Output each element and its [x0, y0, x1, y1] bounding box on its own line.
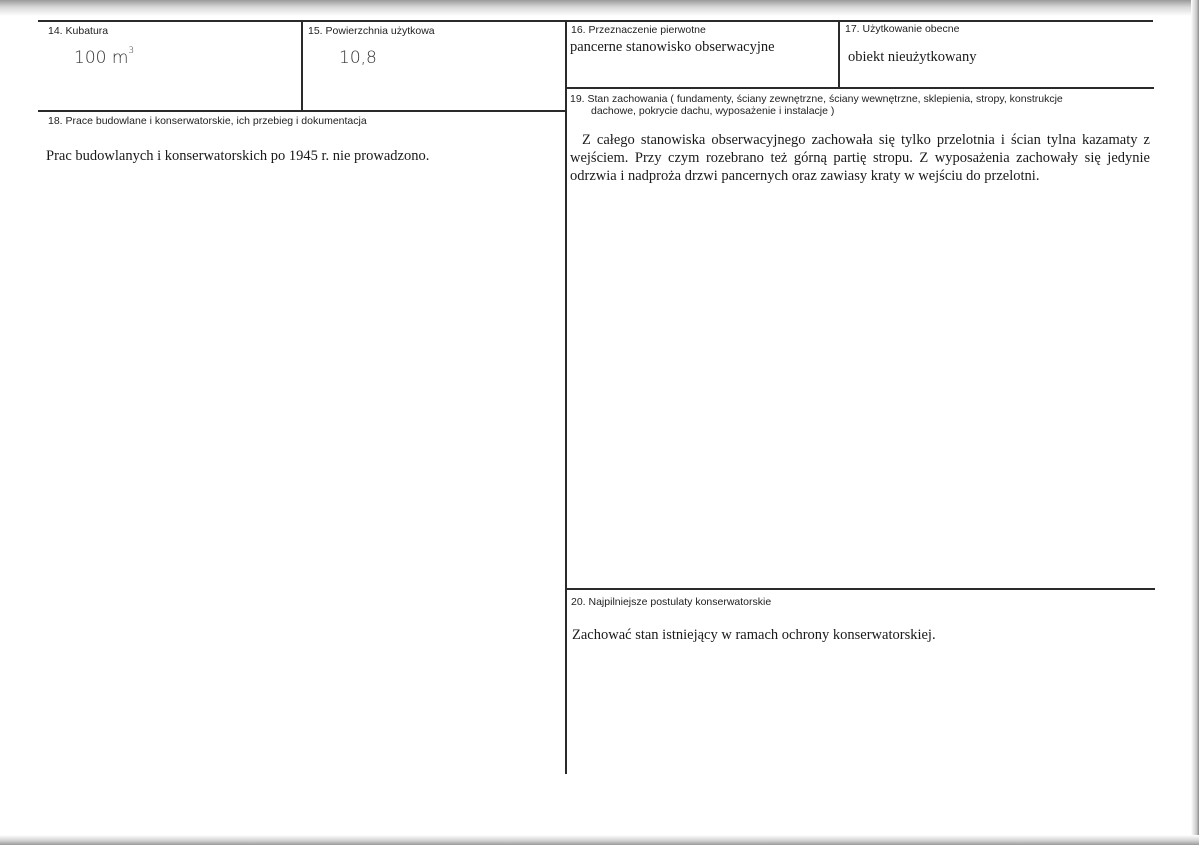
- scan-edge-right: [1191, 0, 1199, 845]
- field-14-label: 14. Kubatura: [48, 25, 109, 37]
- field-18-value: Prac budowlanych i konserwatorskich po 1945 r. nie prowadzono.: [46, 148, 430, 164]
- field-19-value: Z całego stanowiska obserwacyjnego zachowała się tylko przelotnia i ścian tylna kazamaty z wejściem. Przy czym rozebrano też górną partię stropu. Z wyposażenia zachowały się jedynie odrzwia i nadproża drzwi pancernych oraz zawiasy kraty w wejściu do przelotni.: [570, 132, 1150, 184]
- form-top-line: [38, 20, 1153, 22]
- field-18-label: 18. Prace budowlane i konserwatorskie, ich przebieg i dokumentacja: [48, 115, 367, 127]
- field-15-label: 15. Powierzchnia użytkowa: [308, 25, 435, 37]
- field-15-value: 10,8: [339, 48, 377, 68]
- scan-edge-top: [0, 0, 1199, 16]
- divider-row1-left: [38, 110, 566, 112]
- divider-f16-f17: [838, 20, 840, 88]
- field-16-value: pancerne stanowisko obserwacyjne: [570, 39, 775, 55]
- field-14-value: [74, 48, 134, 68]
- divider-field20: [566, 588, 1155, 590]
- field-14-value-sup: 3: [128, 46, 135, 56]
- divider-f14-f15: [301, 20, 303, 110]
- field-16-label: 16. Przeznaczenie pierwotne: [571, 24, 706, 36]
- field-17-label: 17. Użytkowanie obecne: [845, 23, 960, 35]
- field-20-label: 20. Najpilniejsze postulaty konserwatorskie: [571, 596, 772, 608]
- field-14-value-text: 100 m: [74, 48, 129, 68]
- divider-center: [565, 20, 567, 774]
- divider-row1-right: [566, 87, 1154, 89]
- field-17-value: obiekt nieużytkowany: [848, 49, 977, 65]
- field-20-value: Zachować stan istniejący w ramach ochrony konserwatorskiej.: [572, 627, 936, 643]
- field-19-label-line1: 19. Stan zachowania ( fundamenty, ściany zewnętrzne, ściany wewnętrzne, sklepienia, stropy, konstrukcje: [570, 93, 1063, 105]
- scan-edge-bottom: [0, 835, 1199, 845]
- field-19-label-line2: dachowe, pokrycie dachu, wyposażenie i instalacje ): [591, 105, 835, 117]
